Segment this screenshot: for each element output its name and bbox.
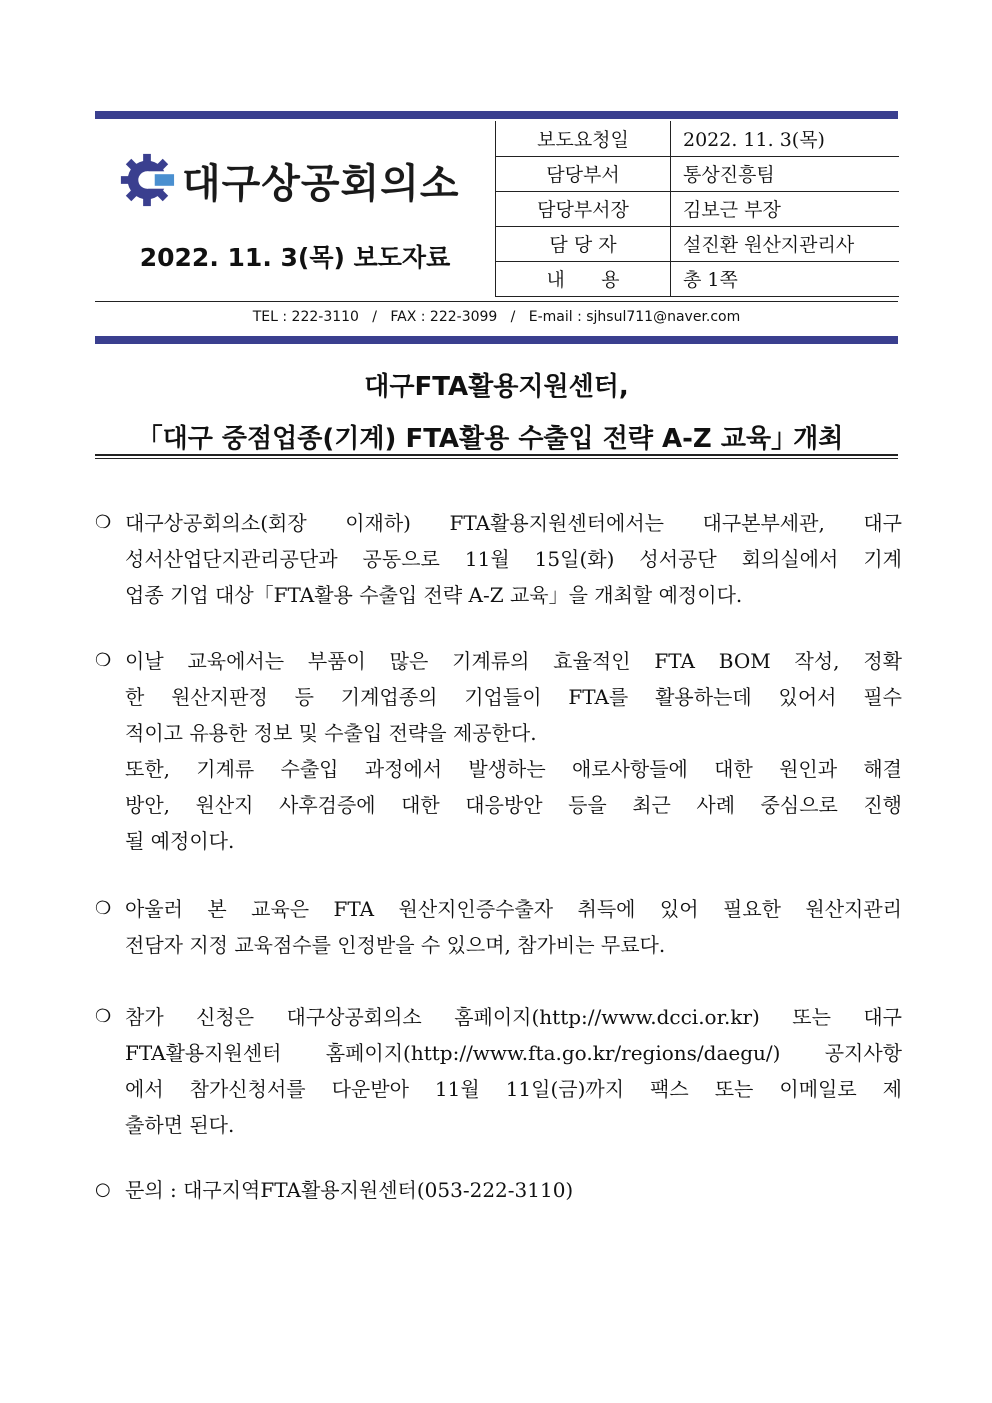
info-label: 담 당 자 bbox=[496, 226, 671, 261]
org-logo bbox=[118, 150, 459, 210]
bottom-rule bbox=[95, 336, 898, 344]
table-row bbox=[496, 261, 899, 296]
paragraph-text: 아울러 본 교육은 FTA 원산지인증수출자 취득에 있어 필요한 원산지관리 bbox=[125, 897, 902, 921]
table-row bbox=[496, 121, 899, 156]
gear-icon bbox=[118, 151, 176, 209]
paragraph-text: 적이고 유용한 정보 및 수출입 전략을 제공한다. bbox=[125, 721, 537, 745]
info-value: 설진환 원산지관리사 bbox=[671, 226, 899, 261]
info-label: 담당부서 bbox=[496, 156, 671, 191]
info-label: 보도요청일 bbox=[496, 121, 671, 156]
paragraph-2 bbox=[95, 643, 902, 859]
headline-underline bbox=[95, 454, 898, 456]
bullet-icon: ❍ bbox=[95, 650, 112, 671]
paragraph-text: 전담자 지정 교육점수를 인정받을 수 있으며, 참가비는 무료다. bbox=[125, 933, 666, 957]
info-value: 통상진흥팀 bbox=[671, 156, 899, 191]
bullet-icon: ❍ bbox=[95, 512, 112, 533]
paragraph-text: FTA활용지원센터 홈페이지(http://www.fta.go.kr/regions/daegu/) 공지사항 bbox=[125, 1041, 902, 1065]
paragraph-text: 될 예정이다. bbox=[125, 829, 235, 853]
paragraph-text: 업종 기업 대상「FTA활용 수출입 전략 A-Z 교육」을 개최할 예정이다. bbox=[125, 583, 743, 607]
bullet-icon: ❍ bbox=[95, 898, 112, 919]
release-info-table bbox=[495, 121, 899, 297]
paragraph-text: 방안, 원산지 사후검증에 대한 대응방안 등을 최근 사례 중심으로 진행 bbox=[125, 793, 902, 817]
paragraph-text: 에서 참가신청서를 다운받아 11월 11일(금)까지 팩스 또는 이메일로 제 bbox=[125, 1077, 902, 1101]
info-label: 내 용 bbox=[496, 261, 671, 296]
headline-underline bbox=[95, 458, 898, 459]
paragraph-5 bbox=[95, 1172, 902, 1208]
bullet-icon: ○ bbox=[95, 1179, 111, 1200]
paragraph-text: 성서산업단지관리공단과 공동으로 11월 15일(화) 성서공단 회의실에서 기계 bbox=[125, 547, 902, 571]
bullet-icon: ❍ bbox=[95, 1006, 112, 1027]
top-rule bbox=[95, 111, 898, 119]
divider bbox=[95, 301, 898, 302]
info-value: 2022. 11. 3(목) bbox=[671, 121, 899, 156]
info-value: 총 1쪽 bbox=[671, 261, 899, 296]
contact-line: TEL : 222-3110 / FAX : 222-3099 / E-mail : sjhsul711@naver.com bbox=[252, 309, 741, 325]
paragraph-4 bbox=[95, 999, 902, 1143]
paragraph-text: 한 원산지판정 등 기계업종의 기업들이 FTA를 활용하는데 있어서 필수 bbox=[125, 685, 902, 709]
info-label: 담당부서장 bbox=[496, 191, 671, 226]
org-name: 대구상공회의소 bbox=[182, 160, 460, 207]
inquiry-text: 문의 : 대구지역FTA활용지원센터(053-222-3110) bbox=[125, 1178, 574, 1202]
paragraph-1 bbox=[95, 505, 902, 613]
info-value: 김보근 부장 bbox=[671, 191, 899, 226]
headline-line-1: 대구FTA활용지원센터, bbox=[364, 372, 629, 402]
paragraph-text: 참가 신청은 대구상공회의소 홈페이지(http://www.dcci.or.kr) 또는 대구 bbox=[125, 1005, 902, 1029]
headline-line-2: ｢대구 중점업종(기계) FTA활용 수출입 전략 A-Z 교육｣ 개최 bbox=[149, 424, 844, 454]
release-title: 2022. 11. 3(목) 보도자료 bbox=[139, 243, 451, 272]
table-row bbox=[496, 156, 899, 191]
paragraph-text: 대구상공회의소(회장 이재하) FTA활용지원센터에서는 대구본부세관, 대구 bbox=[125, 511, 902, 535]
paragraph-3 bbox=[95, 891, 902, 963]
paragraph-text: 이날 교육에서는 부품이 많은 기계류의 효율적인 FTA BOM 작성, 정확 bbox=[125, 649, 902, 673]
paragraph-text: 출하면 된다. bbox=[125, 1113, 235, 1137]
table-row bbox=[496, 191, 899, 226]
paragraph-text: 또한, 기계류 수출입 과정에서 발생하는 애로사항들에 대한 원인과 해결 bbox=[125, 757, 902, 781]
table-row bbox=[496, 226, 899, 261]
